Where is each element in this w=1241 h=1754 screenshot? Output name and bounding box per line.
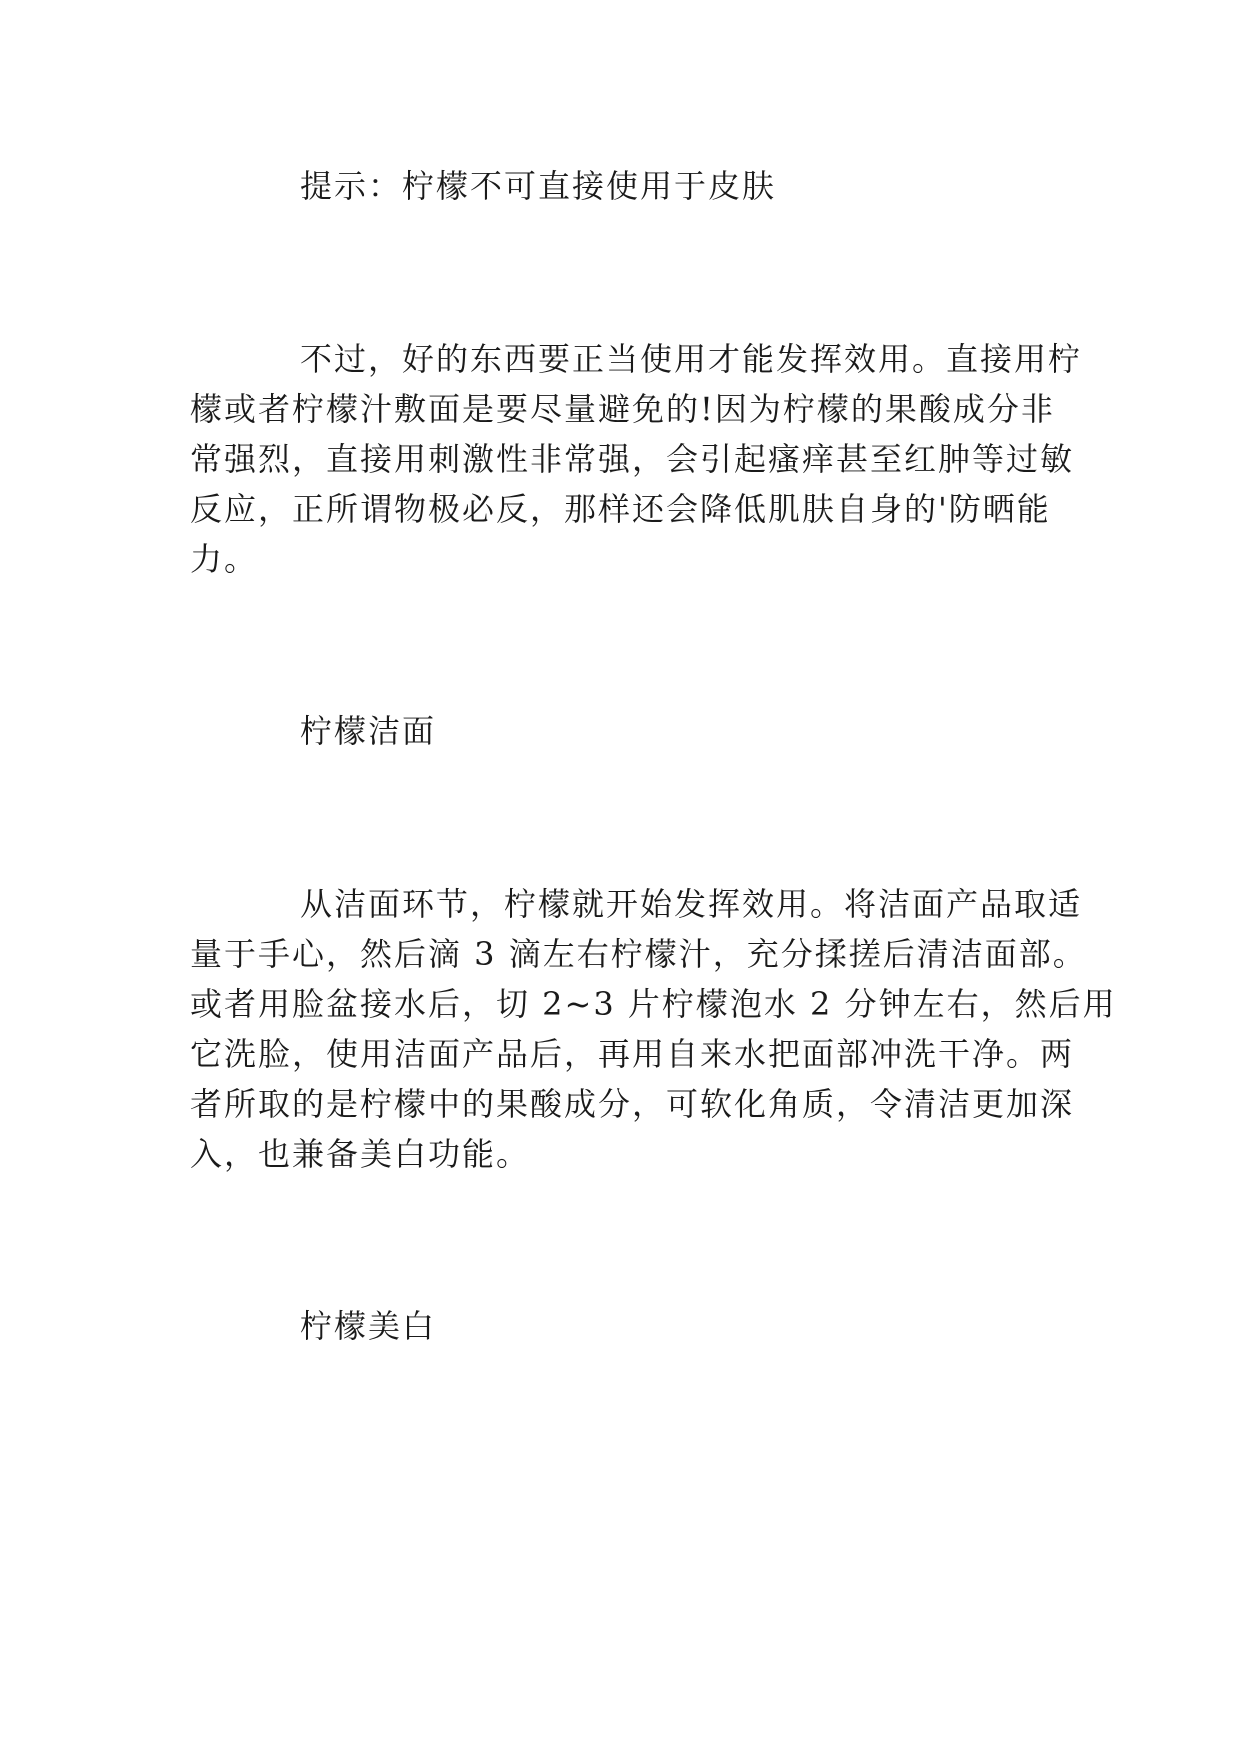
paragraph-line: 常强烈，直接用刺激性非常强，会引起瘙痒甚至红肿等过敏 (190, 440, 1075, 478)
paragraph-line: 者所取的是柠檬中的果酸成分，可软化角质，令清洁更加深 (190, 1085, 1075, 1123)
paragraph-line: 量于手心，然后滴 3 滴左右柠檬汁，充分揉搓后清洁面部。 (190, 935, 1087, 973)
tip-line: 提示：柠檬不可直接使用于皮肤 (300, 167, 777, 205)
section-heading: 柠檬美白 (300, 1307, 437, 1345)
paragraph-line: 入，也兼备美白功能。 (190, 1135, 531, 1173)
paragraph-line: 反应，正所谓物极必反，那样还会降低肌肤自身的'防晒能 (190, 490, 1051, 528)
section-heading: 柠檬洁面 (300, 712, 437, 750)
paragraph-line: 力。 (190, 540, 259, 578)
paragraph-line: 不过，好的东西要正当使用才能发挥效用。直接用柠 (300, 340, 1083, 378)
paragraph-line: 或者用脸盆接水后，切 2~3 片柠檬泡水 2 分钟左右，然后用 (190, 985, 1117, 1023)
paragraph-line: 檬或者柠檬汁敷面是要尽量避免的!因为柠檬的果酸成分非 (190, 390, 1055, 428)
paragraph-line: 它洗脸，使用洁面产品后，再用自来水把面部冲洗干净。两 (190, 1035, 1075, 1073)
paragraph-line: 从洁面环节，柠檬就开始发挥效用。将洁面产品取适 (300, 885, 1083, 923)
